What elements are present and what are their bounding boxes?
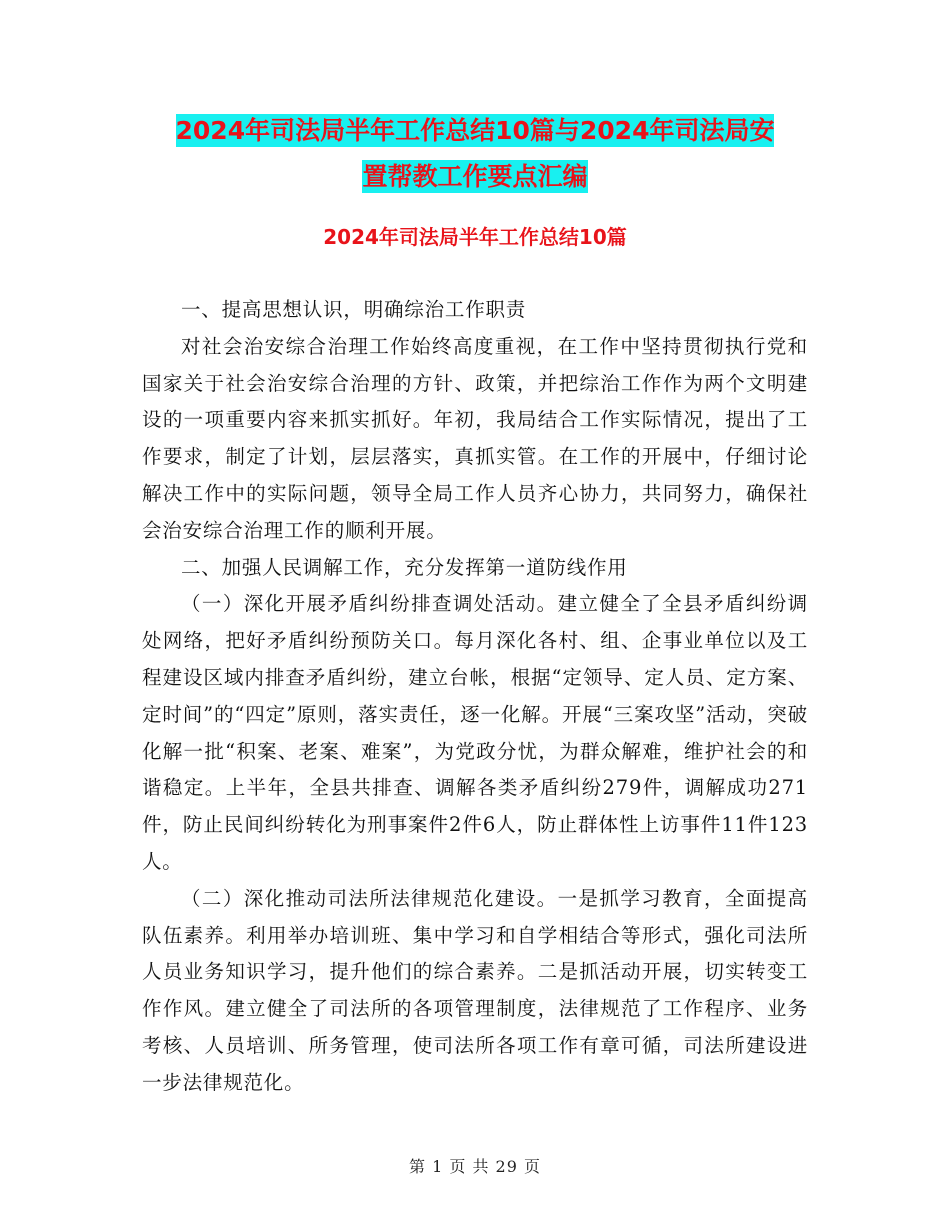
body-paragraph: （一）深化开展矛盾纠纷排查调处活动。建立健全了全县矛盾纠纷调处网络，把好矛盾纠纷预防关口。每月深化各村、组、企事业单位以及工程建设区域内排查矛盾纠纷，建立台帐，根据“定领导、定人员、定方案、定时间”的“四定”原则，落实责任，逐一化解。开展“三案攻坚”活动，突破化解一批“积案、老案、难案”，为党政分忧，为群众解难，维护社会的和谐稳定。上半年，全县共排查、调解各类矛盾纠纷279件，调解成功271件，防止民间纠纷转化为刑事案件2件6人，防止群体性上访事件11件123人。 (142, 592, 808, 873)
body-paragraph: 对社会治安综合治理工作始终高度重视，在工作中坚持贯彻执行党和国家关于社会治安综合治理的方针、政策，并把综治工作作为两个文明建设的一项重要内容来抓实抓好。年初，我局结合工作实际情况，提出了工作要求，制定了计划，层层落实，真抓实管。在工作的开展中，仔细讨论解决工作中的实际问题，领导全局工作人员齐心协力，共同努力，确保社会治安综合治理工作的顺利开展。 (142, 334, 808, 542)
document-title-line2: 置帮教工作要点汇编 (362, 162, 588, 191)
heading-paragraph-1: 一、提高思想认识，明确综治工作职责 (181, 298, 527, 321)
document-title (140, 108, 810, 200)
document-body (142, 292, 808, 1102)
heading-paragraph-2: 二、加强人民调解工作，充分发挥第一道防线作用 (181, 555, 628, 579)
body-paragraph: （二）深化推动司法所法律规范化建设。一是抓学习教育，全面提高队伍素养。利用举办培训班、集中学习和自学相结合等形式，强化司法所人员业务知识学习，提升他们的综合素养。二是抓活动开展，切实转变工作作风。建立健全了司法所的各项管理制度，法律规范了工作程序、业务考核、人员培训、所务管理，使司法所各项工作有章可循，司法所建设进一步法律规范化。 (142, 886, 808, 1094)
section-title: 2024年司法局半年工作总结10篇 (323, 225, 627, 249)
document-title-line1: 2024年司法局半年工作总结10篇与2024年司法局安 (175, 116, 775, 145)
page-footer: 第 1 页 共 29 页 (409, 1157, 541, 1176)
